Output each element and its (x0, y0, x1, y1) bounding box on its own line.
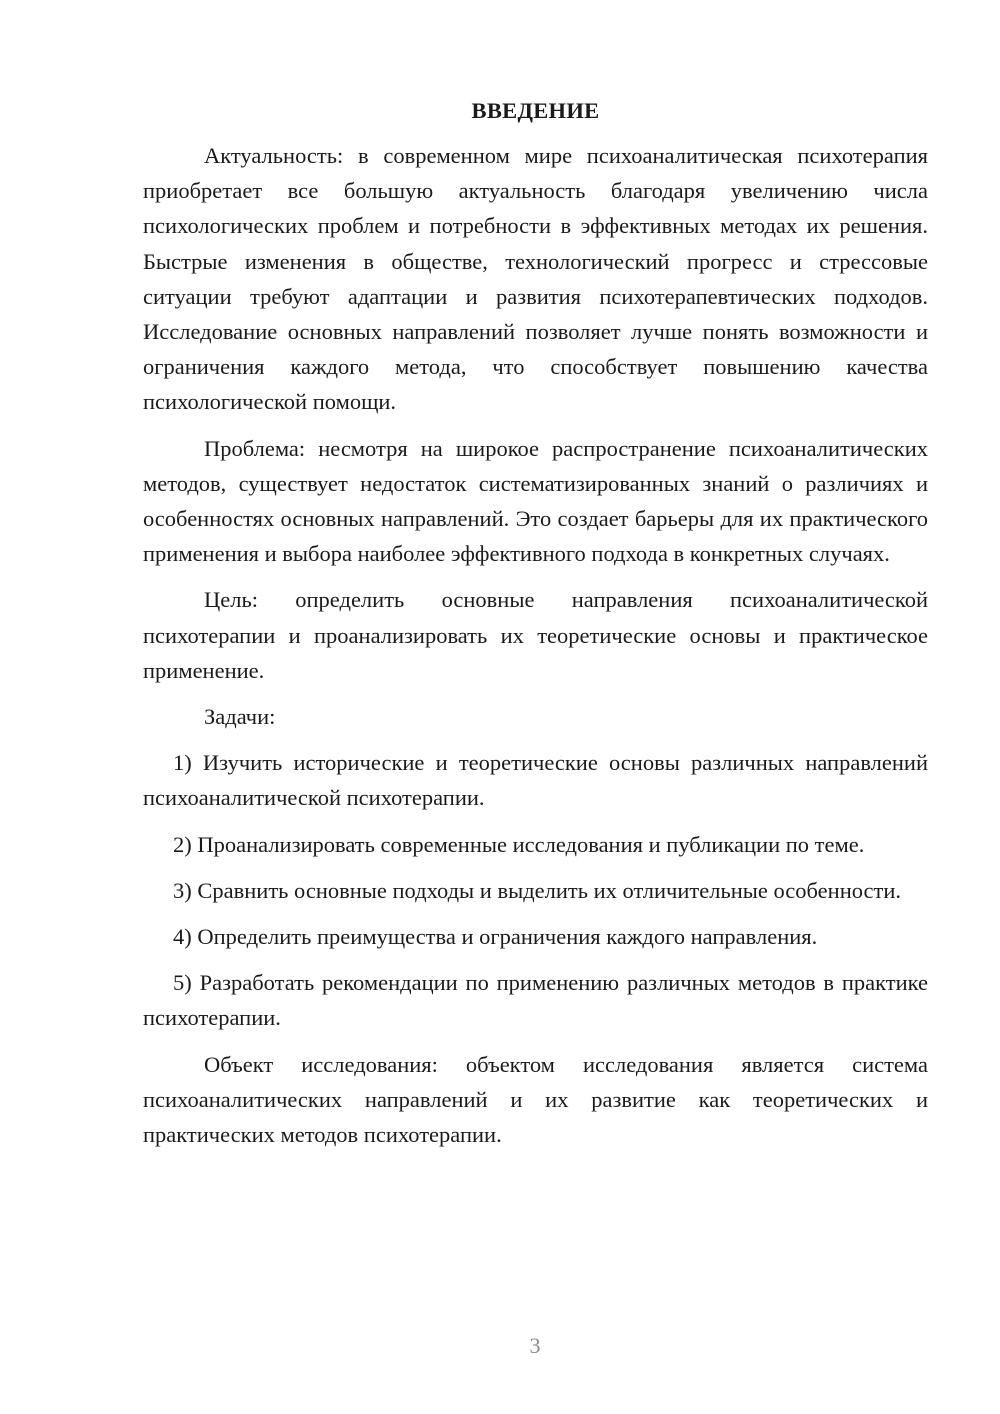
goal-paragraph: Цель: определить основные направления психоаналитической психотерапии и проанализировать их теоретические основы и практическое применение. (143, 587, 928, 683)
object-paragraph: Объект исследования: объектом исследования является система психоаналитических направлений и их развитие как теоретических и практических методов психотерапии. (143, 1051, 928, 1148)
section-title: ВВЕДЕНИЕ (471, 98, 600, 123)
relevance-paragraph: Актуальность: в современном мире психоаналитическая психотерапия приобретает все большую актуальность благодаря увеличению числа психологических проблем и потребности в эффективных методах их решения. Быстрые изменения в обществе, технологический прогресс и стрессовые ситуации требуют адаптации и развития психотерапевтических подходов. Исследование основных направлений позволяет лучше понять возможности и ограничения каждого метода, что способствует повышению качества психологической помощи. (143, 143, 928, 415)
page-body (143, 95, 928, 1163)
tasks-heading: Задачи: (204, 704, 276, 730)
task-item-4: 4) Определить преимущества и ограничения каждого направления. (173, 924, 818, 950)
task-item-5: 5) Разработать рекомендации по применению различных методов в практике психотерапии. (143, 970, 928, 1031)
problem-paragraph: Проблема: несмотря на широкое распространение психоаналитических методов, существует недостаток систематизированных знаний о различиях и особенностях основных направлений. Это создает барьеры для их практического применения и выбора наиболее эффективного подхода в конкретных случаях. (143, 435, 928, 567)
page-number: 3 (529, 1333, 541, 1358)
task-item-1: 1) Изучить исторические и теоретические основы различных направлений психоаналитической психотерапии. (143, 750, 928, 811)
task-item-2: 2) Проанализировать современные исследования и публикации по теме. (173, 831, 865, 857)
task-item-3: 3) Сравнить основные подходы и выделить их отличительные особенности. (173, 877, 902, 903)
